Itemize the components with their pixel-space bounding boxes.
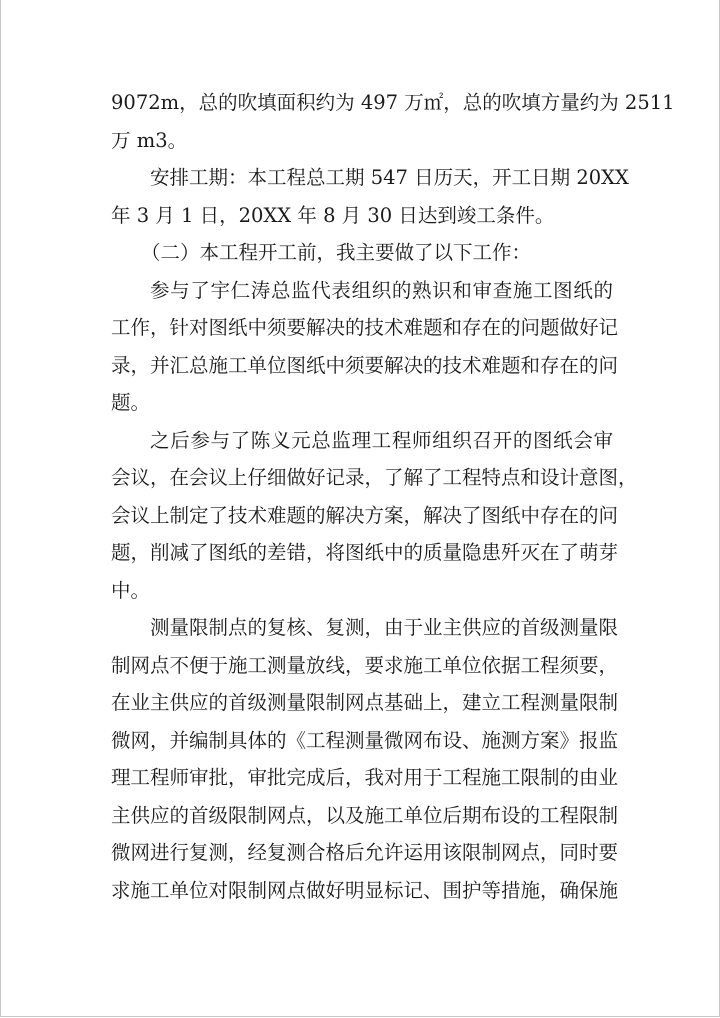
text-line: 微网，并编制具体的《工程测量微网布设、施测方案》报监 <box>111 728 619 752</box>
text-line: 录，并汇总施工单位图纸中须要解决的技术难题和存在的问 <box>111 353 619 377</box>
text-line: 之后参与了陈义元总监理工程师组织召开的图纸会审 <box>150 428 613 452</box>
text-line: 主供应的首级限制网点，以及施工单位后期布设的工程限制 <box>111 803 619 827</box>
text-line: 在业主供应的首级测量限制网点基础上，建立工程测量限制 <box>111 691 619 714</box>
text-line: 安排工期：本工程总工期 547 日历天，开工日期 20XX <box>150 166 629 189</box>
text-line: 9072m，总的吹填面积约为 497 万㎡，总的吹填方量约为 2511 <box>111 91 675 114</box>
text-line: 参与了宇仁涛总监代表组织的熟识和审查施工图纸的 <box>150 278 613 302</box>
text-line: 测量限制点的复核、复测，由于业主供应的首级测量限 <box>150 616 619 639</box>
document-body <box>111 84 675 909</box>
text-line: 工作，针对图纸中须要解决的技术难题和存在的问题做好记 <box>111 316 619 339</box>
text-line: 万 m3。 <box>111 128 188 152</box>
text-line: 理工程师审批，审批完成后，我对用于工程施工限制的由业 <box>111 766 619 789</box>
text-line: 会议上制定了技术难题的解决方案，解决了图纸中存在的问 <box>111 503 619 527</box>
text-line: 中。 <box>111 578 151 602</box>
text-line: 题，削减了图纸的差错，将图纸中的质量隐患歼灭在了萌芽 <box>111 541 619 564</box>
section-heading: （二）本工程开工前，我主要做了以下工作： <box>141 241 532 264</box>
text-line: 求施工单位对限制网点做好明显标记、围护等措施，确保施 <box>111 878 619 902</box>
text-line: 制网点不便于施工测量放线，要求施工单位依据工程须要， <box>111 653 619 677</box>
text-line: 年 3 月 1 日，20XX 年 8 月 30 日达到竣工条件。 <box>111 203 555 227</box>
text-line: 题。 <box>111 391 151 414</box>
text-line: 会议，在会议上仔细做好记录，了解了工程特点和设计意图， <box>111 466 638 489</box>
text-line: 微网进行复测，经复测合格后允许运用该限制网点，同时要 <box>111 841 619 864</box>
